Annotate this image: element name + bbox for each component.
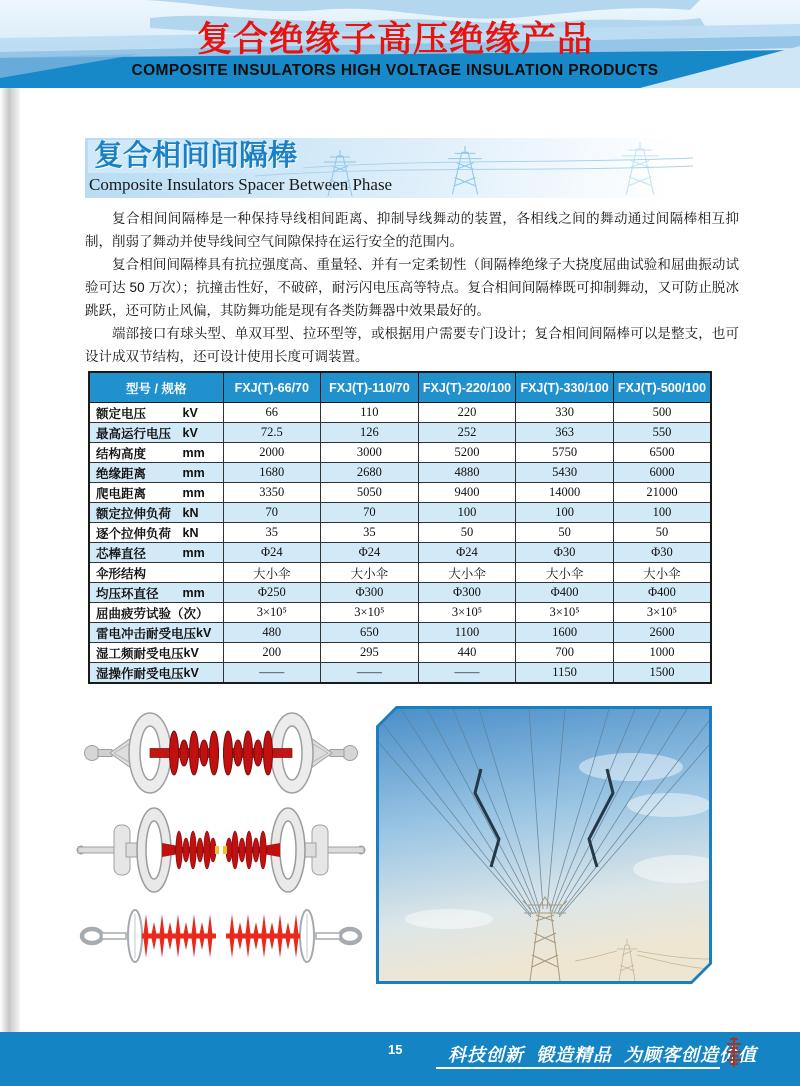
- row-label-text: 额定电压: [96, 406, 147, 421]
- row-unit: kV: [182, 405, 198, 420]
- table-cell: 35: [223, 523, 321, 543]
- table-row: [89, 563, 711, 583]
- row-label: [89, 523, 223, 543]
- row-label: [89, 403, 223, 423]
- table-cell: 126: [321, 423, 419, 443]
- row-label-text: 结构高度: [96, 446, 147, 461]
- table-cell: 1680: [223, 463, 321, 483]
- table-cell: 2600: [613, 623, 711, 643]
- row-label: [89, 623, 223, 643]
- row-unit: kV: [183, 645, 199, 660]
- table-cell: 252: [418, 423, 516, 443]
- row-unit: mm: [182, 465, 205, 480]
- table-cell: 2000: [223, 443, 321, 463]
- table-cell: 5200: [418, 443, 516, 463]
- table-cell: 72.5: [223, 423, 321, 443]
- row-label-text: 绝缘距离: [96, 466, 147, 481]
- table-cell: 1100: [418, 623, 516, 643]
- table-row: [89, 603, 711, 623]
- row-label-text: 雷电冲击耐受电压: [96, 626, 197, 641]
- table-row: [89, 663, 711, 684]
- table-cell: 330: [516, 403, 614, 423]
- table-cell: 1000: [613, 643, 711, 663]
- row-label: [89, 583, 223, 603]
- table-cell: Φ400: [516, 583, 614, 603]
- page-subtitle: COMPOSITE INSULATORS HIGH VOLTAGE INSULATION PRODUCTS: [131, 62, 659, 79]
- table-cell: 220: [418, 403, 516, 423]
- table-row: [89, 523, 711, 543]
- table-cell: 6500: [613, 443, 711, 463]
- table-cell: 50: [418, 523, 516, 543]
- table-cell: 3×10⁵: [223, 603, 321, 623]
- table-cell: 550: [613, 423, 711, 443]
- row-label: [89, 603, 223, 623]
- section-title: 复合相间间隔棒: [88, 140, 303, 173]
- table-cell: 110: [321, 403, 419, 423]
- column-header: FXJ(T)-330/100: [516, 372, 614, 403]
- table-cell: 大小伞: [321, 563, 419, 583]
- table-cell: 3×10⁵: [613, 603, 711, 623]
- table-cell: 500: [613, 403, 711, 423]
- table-cell: Φ250: [223, 583, 321, 603]
- table-cell: 1500: [613, 663, 711, 684]
- row-label: [89, 423, 223, 443]
- table-cell: Φ300: [321, 583, 419, 603]
- table-cell: 大小伞: [516, 563, 614, 583]
- row-label-text: 伞形结构: [96, 566, 147, 581]
- section-banner: [85, 138, 693, 198]
- spec-table-body: [89, 403, 711, 684]
- row-unit: mm: [182, 545, 205, 560]
- table-row: [89, 643, 711, 663]
- table-cell: 6000: [613, 463, 711, 483]
- row-label-text: 爬电距离: [96, 486, 147, 501]
- table-cell: 5750: [516, 443, 614, 463]
- table-row: [89, 503, 711, 523]
- row-label-text: 屈曲疲劳试验（次）: [96, 606, 209, 621]
- table-cell: 3×10⁵: [516, 603, 614, 623]
- table-cell: 1600: [516, 623, 614, 643]
- paragraph-2: 复合相间间隔棒具有抗拉强度高、重量轻、并有一定柔韧性（间隔棒绝缘子大挠度屈曲试验和屈曲振动试验可达 50 万次）；抗撞击性好，不破碎，耐污闪电压高等特点。复合相间间隔棒既可抑制舞动，又可防止脱冰跳跃，还可防止风偏，其防舞功能是现有各类防舞器中效果最好的。: [85, 257, 739, 318]
- row-unit: kN: [182, 505, 199, 520]
- table-cell: 大小伞: [613, 563, 711, 583]
- table-cell: 50: [516, 523, 614, 543]
- row-label: [89, 443, 223, 463]
- page-edge-shadow: [0, 88, 20, 1032]
- row-unit: mm: [182, 485, 205, 500]
- insulator-icon: [724, 1036, 744, 1075]
- page-header: [0, 0, 800, 88]
- column-header: FXJ(T)-220/100: [418, 372, 516, 403]
- table-cell: Φ24: [418, 543, 516, 563]
- row-label: [89, 663, 223, 684]
- table-cell: 295: [321, 643, 419, 663]
- row-label-text: 额定拉伸负荷: [96, 506, 172, 521]
- table-cell: 5430: [516, 463, 614, 483]
- phase-spacer-figure-2: [76, 799, 366, 906]
- table-cell: 大小伞: [223, 563, 321, 583]
- row-unit: mm: [182, 445, 205, 460]
- table-cell: 363: [516, 423, 614, 443]
- phase-spacer-figure-3: [78, 896, 364, 983]
- table-cell: 21000: [613, 483, 711, 503]
- table-cell: 650: [321, 623, 419, 643]
- table-cell: 100: [516, 503, 614, 523]
- table-cell: 700: [516, 643, 614, 663]
- table-cell: 66: [223, 403, 321, 423]
- page-title: 复合绝缘子高压绝缘产品: [196, 20, 593, 59]
- row-label-text: 均压环直径: [96, 586, 159, 601]
- spec-table: [88, 371, 712, 684]
- table-cell: 3350: [223, 483, 321, 503]
- row-label-text: 最高运行电压: [96, 426, 172, 441]
- table-cell: 3000: [321, 443, 419, 463]
- column-header: FXJ(T)-110/70: [321, 372, 419, 403]
- table-cell: Φ30: [516, 543, 614, 563]
- row-label: [89, 483, 223, 503]
- table-cell: 3×10⁵: [321, 603, 419, 623]
- table-cell: 50: [613, 523, 711, 543]
- table-cell: 70: [223, 503, 321, 523]
- table-cell: Φ300: [418, 583, 516, 603]
- table-row: [89, 423, 711, 443]
- table-row: [89, 543, 711, 563]
- row-label-text: 芯棒直径: [96, 546, 147, 561]
- table-cell: 35: [321, 523, 419, 543]
- row-label: [89, 463, 223, 483]
- table-cell: 9400: [418, 483, 516, 503]
- table-cell: 2680: [321, 463, 419, 483]
- table-cell: Φ400: [613, 583, 711, 603]
- table-row: [89, 483, 711, 503]
- row-label-text: 湿操作耐受电压: [96, 666, 184, 681]
- table-cell: 480: [223, 623, 321, 643]
- table-cell: 4880: [418, 463, 516, 483]
- table-cell: 5050: [321, 483, 419, 503]
- table-cell: 70: [321, 503, 419, 523]
- table-row: [89, 583, 711, 603]
- table-row: [89, 623, 711, 643]
- table-cell: 100: [613, 503, 711, 523]
- phase-spacer-figure-1: [80, 702, 362, 810]
- row-label: [89, 563, 223, 583]
- row-unit: kV: [183, 665, 199, 680]
- row-label: [89, 643, 223, 663]
- row-unit: mm: [182, 585, 205, 600]
- table-cell: Φ30: [613, 543, 711, 563]
- row-unit: kN: [182, 525, 199, 540]
- table-cell: ——: [223, 663, 321, 684]
- spec-table-header-row: [89, 372, 711, 403]
- column-header: FXJ(T)-500/100: [613, 372, 711, 403]
- section-subtitle: Composite Insulators Spacer Between Phase: [89, 175, 393, 194]
- table-cell: Φ24: [223, 543, 321, 563]
- page-footer: [0, 1032, 800, 1086]
- row-unit: kV: [196, 625, 212, 640]
- table-row: [89, 403, 711, 423]
- table-cell: 1150: [516, 663, 614, 684]
- column-header: FXJ(T)-66/70: [223, 372, 321, 403]
- transmission-line-photo: [376, 706, 712, 984]
- table-cell: 14000: [516, 483, 614, 503]
- footer-slogan: 科技创新 锻造精品 为顾客创造价值: [448, 1045, 758, 1065]
- page-number: 15: [388, 1042, 403, 1057]
- table-cell: 100: [418, 503, 516, 523]
- table-cell: 3×10⁵: [418, 603, 516, 623]
- table-cell: ——: [321, 663, 419, 684]
- table-cell: 大小伞: [418, 563, 516, 583]
- paragraph-1: 复合相间间隔棒是一种保持导线相间距离、抑制导线舞动的装置，各相线之间的舞动通过间隔棒相互抑制，削弱了舞动并使导线间空气间隙保持在运行安全的范围内。: [85, 211, 739, 249]
- table-cell: ——: [418, 663, 516, 684]
- row-label-text: 逐个拉伸负荷: [96, 526, 172, 541]
- table-row: [89, 443, 711, 463]
- intro-text: [85, 207, 739, 368]
- table-cell: Φ24: [321, 543, 419, 563]
- table-row: [89, 463, 711, 483]
- row-label-text: 湿工频耐受电压: [96, 646, 184, 661]
- slogan-underline: [436, 1067, 720, 1069]
- row-unit: kV: [182, 425, 198, 440]
- table-cell: 440: [418, 643, 516, 663]
- row-label: [89, 503, 223, 523]
- corner-header: 型号 / 规格: [89, 372, 223, 403]
- paragraph-3: 端部接口有球头型、单双耳型、拉环型等，或根据用户需要专门设计；复合相间间隔棒可以是整支，也可设计成双节结构，还可设计使用长度可调装置。: [85, 326, 739, 364]
- row-label: [89, 543, 223, 563]
- table-cell: 200: [223, 643, 321, 663]
